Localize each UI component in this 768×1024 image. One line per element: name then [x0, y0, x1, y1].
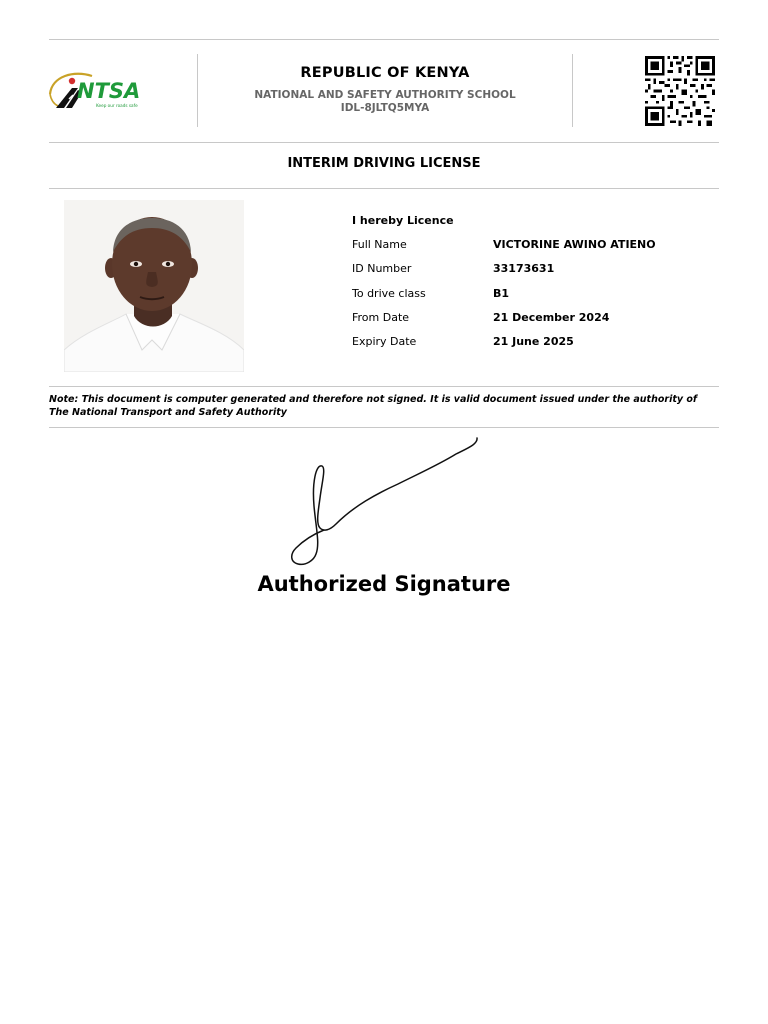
note-bottom-divider: [49, 427, 719, 428]
full-name-label: Full Name: [352, 238, 407, 251]
signature-caption: Authorized Signature: [257, 572, 511, 596]
drive-class-label: To drive class: [352, 287, 426, 300]
handwritten-signature: [280, 432, 490, 572]
drive-class-value: B1: [493, 287, 510, 300]
holder-photo: [64, 200, 244, 372]
qr-code: [643, 56, 717, 126]
id-number-value: 33173631: [493, 262, 555, 275]
svg-text:NTSA: NTSA: [77, 79, 141, 103]
title-divider: [49, 188, 719, 189]
expiry-date-label: Expiry Date: [352, 335, 417, 348]
authority-name: NATIONAL AND SAFETY AUTHORITY SCHOOL: [254, 89, 516, 101]
header-separator-right: [572, 54, 573, 127]
top-divider: [49, 39, 719, 40]
header-divider: [49, 142, 719, 143]
svg-text:Keep our roads safe: Keep our roads safe: [96, 103, 138, 108]
id-number-label: ID Number: [352, 262, 412, 275]
ntsa-logo: [48, 68, 144, 112]
note-top-divider: [49, 386, 719, 387]
document-id: IDL-8JLTQ5MYA: [340, 102, 430, 114]
document-title: INTERIM DRIVING LICENSE: [287, 156, 481, 171]
disclaimer-note: Note: This document is computer generated and therefore not signed. It is valid document issued under the authority of The National Transport and Safety Authority: [49, 394, 698, 418]
license-heading: I hereby Licence: [352, 214, 454, 227]
expiry-date-value: 21 June 2025: [493, 335, 574, 348]
from-date-value: 21 December 2024: [493, 311, 610, 324]
country-title: REPUBLIC OF KENYA: [300, 65, 470, 81]
from-date-label: From Date: [352, 311, 410, 324]
full-name-value: VICTORINE AWINO ATIENO: [493, 238, 656, 251]
